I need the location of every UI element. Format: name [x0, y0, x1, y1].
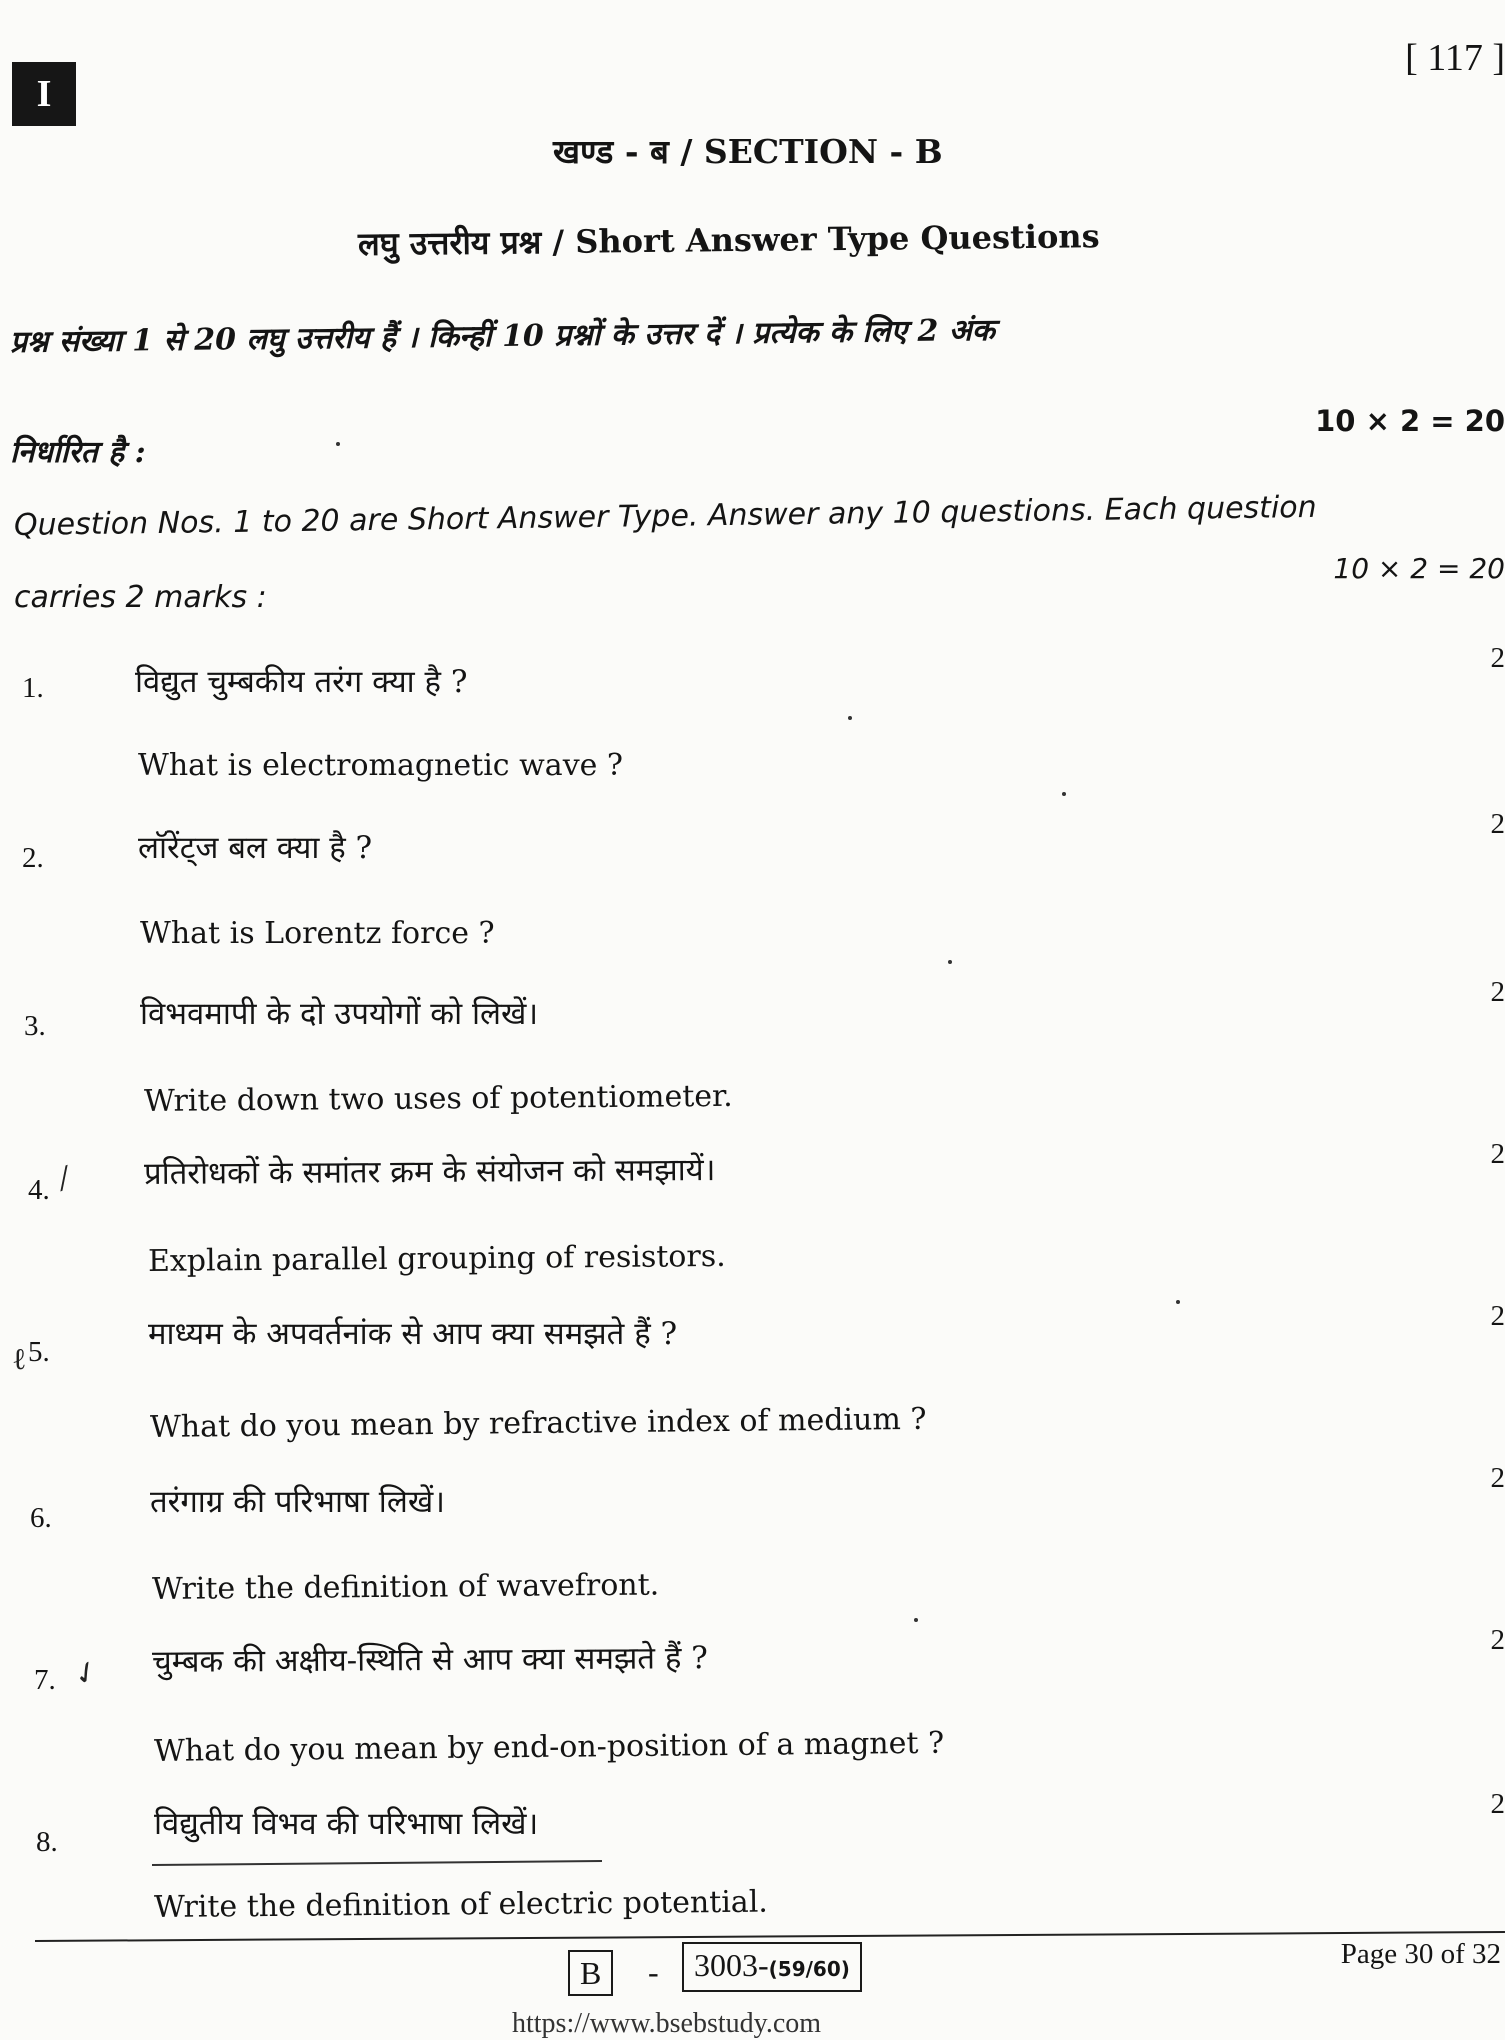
page-of-total: Page 30 of 32 [1341, 1938, 1501, 1971]
instruction-english-marks: 10 × 2 = 20 [1333, 552, 1505, 585]
question-hindi: विभवमापी के दो उपयोगों को लिखें। [140, 992, 538, 1034]
set-label: I [12, 62, 76, 126]
question-number: 2. [22, 842, 44, 875]
question-number: 3. [24, 1010, 46, 1043]
scan-speck [1062, 792, 1066, 796]
underline-mark [152, 1860, 602, 1866]
question-number: 4. [28, 1174, 50, 1207]
question-marks: 2 [1491, 1138, 1505, 1171]
question-number: 5. [28, 1336, 50, 1369]
question-english: What is Lorentz force ? [140, 916, 495, 951]
question-marks: 2 [1491, 1462, 1505, 1495]
scan-speck [336, 442, 340, 446]
question-marks: 2 [1491, 1624, 1505, 1657]
question-hindi: तरंगाग्र की परिभाषा लिखें। [150, 1480, 445, 1522]
question-number: 6. [30, 1502, 52, 1535]
question-hindi: चुम्बक की अक्षीय-स्थिति से आप क्या समझते हैं ? [152, 1636, 708, 1682]
question-marks: 2 [1491, 1788, 1505, 1821]
page-number: [ 117 ] [1405, 36, 1505, 80]
scan-speck [948, 960, 952, 964]
instruction-hindi-marks: 10 × 2 = 20 [1315, 404, 1505, 438]
question-hindi: प्रतिरोधकों के समांतर क्रम के संयोजन को समझायें। [144, 1148, 716, 1194]
instruction-hindi-line1: प्रश्न संख्या 1 से 20 लघु उत्तरीय हैं । किन्हीं 10 प्रश्नों के उत्तर दें । प्रत्येक के लिए 2 अंक [10, 308, 995, 361]
pen-mark-icon: ℓ [12, 1342, 26, 1377]
scan-speck [914, 1618, 918, 1622]
scan-speck [848, 716, 852, 720]
question-marks: 2 [1491, 808, 1505, 841]
question-english: Write down two uses of potentiometer. [144, 1079, 733, 1119]
question-number: 1. [22, 672, 44, 705]
paper-code: 3003- [694, 1947, 769, 1983]
paper-code-suffix: (59/60) [769, 1957, 850, 1981]
check-mark-icon: ⁄ [56, 1162, 73, 1197]
series-box: B [568, 1950, 613, 1996]
source-url: https://www.bsebstudy.com [512, 2008, 821, 2040]
question-english: Explain parallel grouping of resistors. [148, 1239, 726, 1279]
question-english: Write the definition of wavefront. [152, 1568, 660, 1607]
question-number: 8. [36, 1826, 58, 1859]
instruction-english-line2: carries 2 marks : [14, 580, 267, 615]
instruction-english-line1: Question Nos. 1 to 20 are Short Answer Type. Answer any 10 questions. Each question [14, 490, 1317, 543]
check-mark-icon: ✓ [67, 1652, 106, 1695]
question-english: Write the definition of electric potential. [154, 1885, 768, 1925]
question-english: What do you mean by refractive index of medium ? [150, 1402, 927, 1445]
section-heading: खण्ड - ब / SECTION - B [553, 128, 943, 173]
footer-rule [35, 1931, 1505, 1942]
subheading: लघु उत्तरीय प्रश्न / Short Answer Type Questions [358, 214, 1100, 265]
question-hindi: लॉरेंट्ज बल क्या है ? [138, 826, 372, 868]
question-english: What do you mean by end-on-position of a magnet ? [154, 1726, 944, 1769]
question-hindi: माध्यम के अपवर्तनांक से आप क्या समझते हैं ? [148, 1312, 677, 1354]
question-number: 7. [34, 1664, 56, 1697]
question-marks: 2 [1491, 642, 1505, 675]
question-marks: 2 [1491, 1300, 1505, 1333]
scan-speck [1176, 1300, 1180, 1304]
question-english: What is electromagnetic wave ? [138, 748, 623, 783]
question-hindi: विद्युतीय विभव की परिभाषा लिखें। [154, 1802, 538, 1844]
paper-code-box [682, 1942, 862, 1992]
question-marks: 2 [1491, 976, 1505, 1009]
question-hindi: विद्युत चुम्बकीय तरंग क्या है ? [135, 660, 468, 702]
instruction-hindi-line2: निर्धारित है : [10, 430, 146, 471]
footer-dash: - [648, 1954, 659, 1991]
